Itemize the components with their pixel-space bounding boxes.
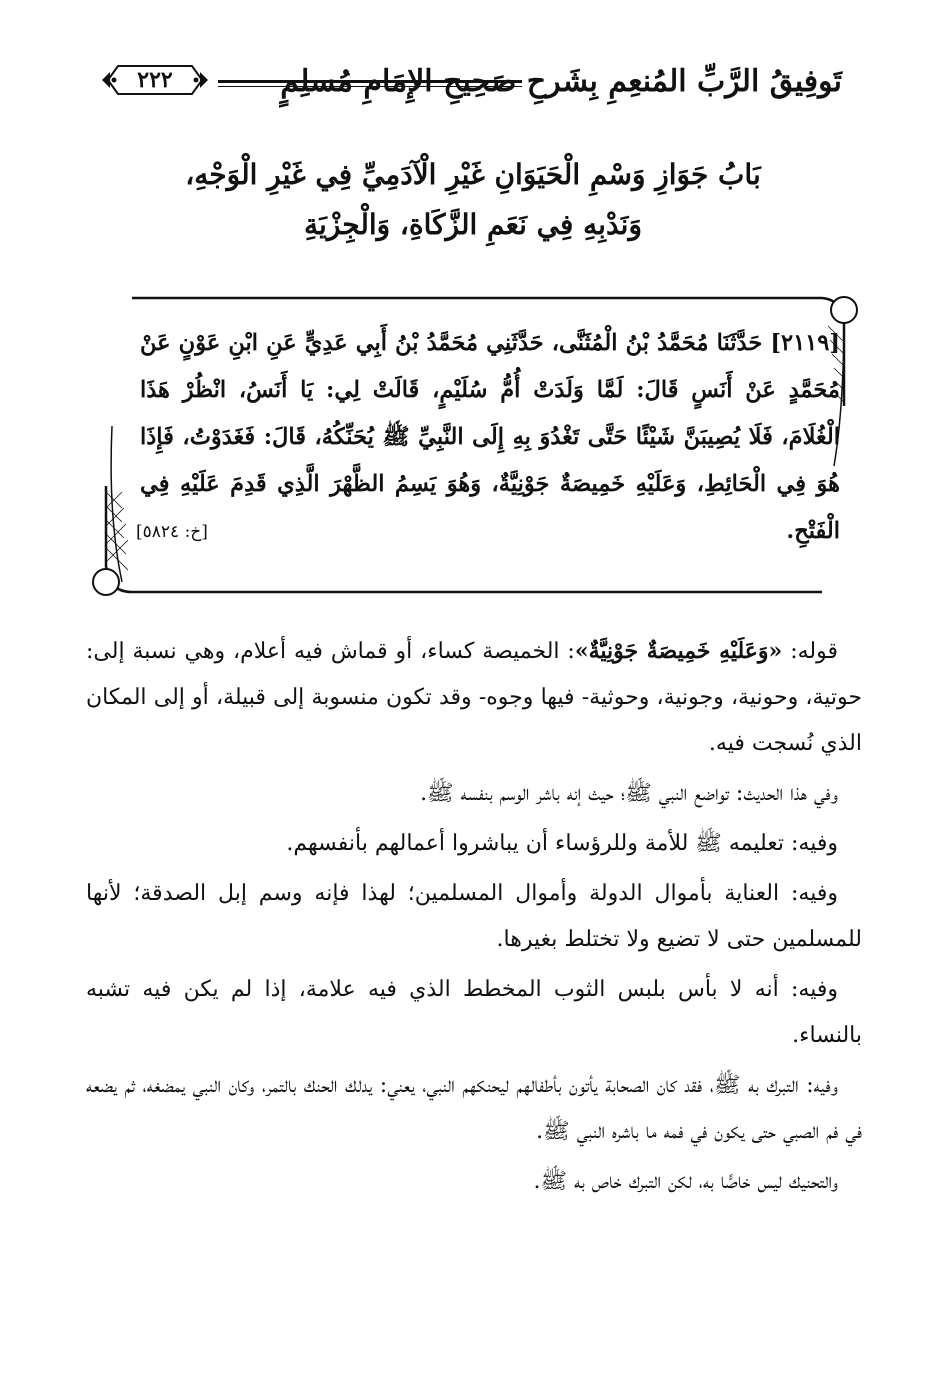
- book-title: تَوفِيقُ الرَّبِّ المُنعِمِ بِشَرحِ صَحِيحِ الإِمَامِ مُسلِمٍ: [280, 64, 842, 99]
- hadith-reference: [خ: ٥٨٢٤]: [136, 522, 208, 542]
- commentary-paragraph-2: وفي هذا الحديث: تواضع النبي ﷺ؛ حيث إنه باشر الوسم بنفسه ﷺ.: [420, 781, 838, 806]
- header-rule: [218, 80, 522, 87]
- running-header: [100, 56, 842, 120]
- commentary-paragraph-3: وفيه: تعليمه ﷺ للأمة وللرؤساء أن يباشروا أعمالهم بأنفسهم.: [286, 831, 838, 856]
- commentary-paragraph-4: وفيه: العناية بأموال الدولة وأموال المسلمين؛ لهذا فإنه وسم إبل الصدقة؛ لأنها للمسلمين حتى لا تضيع ولا تختلط بغيرها.: [86, 881, 862, 952]
- chapter-title-line-2: وَنَدْبِهِ فِي نَعَمِ الزَّكَاةِ، وَالْجِزْيَةِ: [304, 208, 642, 241]
- page-number-badge: [100, 60, 210, 100]
- hadith-text: [٢١١٩] حَدَّثَنَا مُحَمَّدُ بْنُ الْمُثَنَّى، حَدَّثَنِي مُحَمَّدُ بْنُ أَبِي عَدِيٍّ عَنِ ابْنِ عَوْنٍ عَنْ مُحَمَّدٍ عَنْ أَنَسٍ قَالَ: لَمَّا وَلَدَتْ أُمُّ سُلَيْمٍ، قَالَتْ لِي: يَا أَنَسُ، انْظُرْ هَذَا الْغُلَامَ، فَلَا يُصِيبَنَّ شَيْئًا حَتَّى تَغْدُوَ بِهِ إِلَى النَّبِيِّ ﷺ يُحَنِّكُهُ، قَالَ: فَغَدَوْتُ، فَإِذَا هُوَ فِي الْحَائِطِ، وَعَلَيْهِ خَمِيصَةٌ جَوْنِيَّةٌ، وَهُوَ يَسِمُ الظَّهْرَ الَّذِي قَدِمَ عَلَيْهِ فِي الْفَتْحِ.: [140, 330, 840, 544]
- commentary-paragraph-1: [86, 628, 862, 767]
- page-number: ٢٢٢: [137, 67, 173, 93]
- commentary-prefix: قوله:: [782, 639, 838, 664]
- commentary-paragraph-5: وفيه: أنه لا بأس بلبس الثوب المخطط الذي فيه علامة، إذا لم يكن فيه تشبه بالنساء.: [86, 977, 862, 1048]
- commentary-paragraph-6: وفيه: التبرك به ﷺ، فقد كان الصحابة يأتون بأطفالهم ليحنكهم النبي، يعني: يدلك الحنك بالتمر، وكان النبي يمضغه، ثم يضعه في فم الصبي حتى يكون في فمه ما باشره النبي ﷺ.: [86, 1073, 862, 1144]
- chapter-title: [90, 150, 856, 250]
- hadith-frame: [92, 296, 858, 596]
- commentary-quote: «وَعَلَيْهِ خَمِيصَةٌ جَوْنِيَّةٌ»: [574, 638, 783, 664]
- commentary-p1-rest: : الخميصة كساء، أو قماش فيه أعلام، وهي نسبة إلى: حوتية، وحونية، وجونية، وحوثية- فيها وجوه- وقد تكون منسوبة إلى قبيلة، أو إلى المكان الذي نُسجت فيه.: [86, 639, 862, 756]
- chapter-title-line-1: بَابُ جَوَازِ وَسْمِ الْحَيَوَانِ غَيْرِ الْآدَمِيِّ فِي غَيْرِ الْوَجْهِ،: [185, 158, 761, 191]
- commentary-paragraph-7: والتحنيك ليس خاصًّا به، لكن التبرك خاص به ﷺ.: [533, 1169, 838, 1194]
- commentary: [86, 628, 862, 1209]
